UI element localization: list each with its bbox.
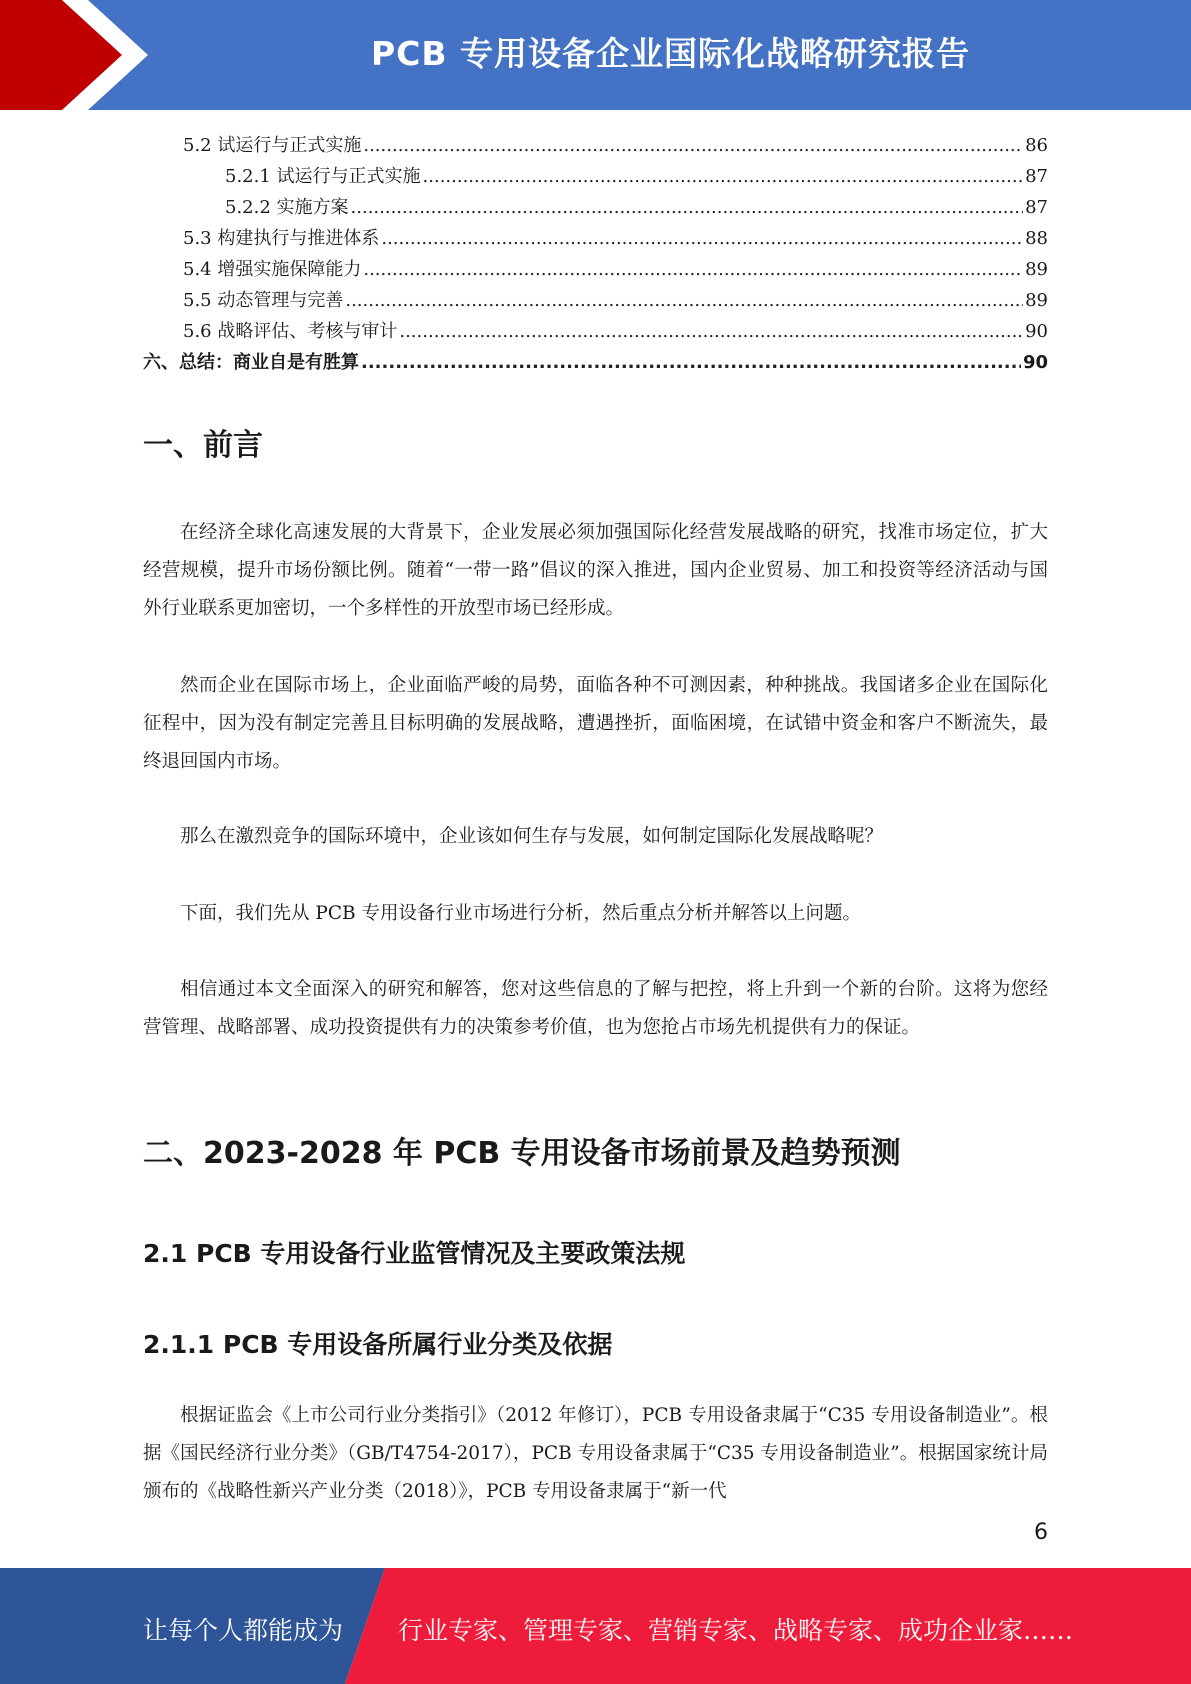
page-footer <box>0 1568 1191 1684</box>
toc-entry[interactable] <box>143 192 1048 223</box>
section-heading-preface: 一、前言 <box>143 428 263 463</box>
toc-entry[interactable] <box>143 316 1048 347</box>
toc-leader-dots <box>399 316 1023 347</box>
footer-slogan-right: 行业专家、管理专家、营销专家、战略专家、成功企业家…… <box>398 1616 1074 1645</box>
paragraph: 在经济全球化高速发展的大背景下，企业发展必须加强国际化经营发展战略的研究，找准市场定位，扩大经营规模，提升市场份额比例。随着“一带一路”倡议的深入推进，国内企业贸易、加工和投资等经济活动与国外行业联系更加密切，一个多样性的开放型市场已经形成。 <box>143 522 1048 619</box>
header-title: PCB 专用设备企业国际化战略研究报告 <box>370 34 971 73</box>
toc-entry[interactable] <box>143 223 1048 254</box>
toc-entry[interactable] <box>143 130 1048 161</box>
toc-entry-page: 87 <box>1025 166 1048 187</box>
paragraph: 然而企业在国际市场上，企业面临严峻的局势，面临各种不可测因素，种种挑战。我国诸多企业在国际化征程中，因为没有制定完善且目标明确的发展战略，遭遇挫折，面临困境，在试错中资金和客户不断流失，最终退回国内市场。 <box>143 675 1048 772</box>
toc-entry-page: 89 <box>1025 290 1048 311</box>
toc-entry[interactable] <box>143 254 1048 285</box>
toc-entry-page: 87 <box>1025 197 1048 218</box>
toc-entry-label: 5.3 构建执行与推进体系 <box>183 228 380 249</box>
paragraph: 根据证监会《上市公司行业分类指引》（2012 年修订），PCB 专用设备隶属于“C35 专用设备制造业”。根据《国民经济行业分类》（GB/T4754-2017），PCB 专用设备隶属于“C35 专用设备制造业”。根据国家统计局颁布的《战略性新兴产业分类（2018）》，PCB 专用设备隶属于“新一代 <box>143 1405 1048 1502</box>
chapter-heading: 二、2023-2028 年 PCB 专用设备市场前景及趋势预测 <box>143 1136 901 1171</box>
toc-entry-page: 90 <box>1025 321 1048 342</box>
toc-entry-label: 5.6 战略评估、考核与审计 <box>183 321 398 342</box>
toc-entry-page: 88 <box>1025 228 1048 249</box>
paragraph: 那么在激烈竞争的国际环境中，企业该如何生存与发展，如何制定国际化发展战略呢？ <box>180 826 884 847</box>
footer-slogan-left: 让每个人都能成为 <box>143 1616 344 1645</box>
page-header <box>0 0 1191 110</box>
toc-leader-dots <box>363 130 1023 161</box>
paragraph: 下面，我们先从 PCB 专用设备行业市场进行分析，然后重点分析并解答以上问题。 <box>180 903 861 924</box>
toc-leader-dots <box>363 254 1023 285</box>
toc-entry-label: 5.4 增强实施保障能力 <box>183 259 362 280</box>
toc-leader-dots <box>423 161 1024 192</box>
toc-leader-dots <box>361 347 1021 378</box>
toc-entry-page: 86 <box>1025 135 1048 156</box>
section-heading: 2.1 PCB 专用设备行业监管情况及主要政策法规 <box>143 1239 686 1268</box>
toc-leader-dots <box>351 192 1024 223</box>
toc-entry-label: 5.2.1 试运行与正式实施 <box>225 166 421 187</box>
subsection-heading: 2.1.1 PCB 专用设备所属行业分类及依据 <box>143 1330 613 1359</box>
toc-leader-dots <box>345 285 1023 316</box>
toc-entry[interactable] <box>143 161 1048 192</box>
table-of-contents <box>143 130 1048 378</box>
toc-entry[interactable] <box>143 285 1048 316</box>
toc-entry-label: 5.2.2 实施方案 <box>225 197 349 218</box>
toc-entry[interactable] <box>143 347 1048 378</box>
toc-leader-dots <box>381 223 1023 254</box>
toc-entry-page: 90 <box>1022 352 1048 373</box>
toc-entry-page: 89 <box>1025 259 1048 280</box>
toc-entry-label: 5.2 试运行与正式实施 <box>183 135 362 156</box>
toc-entry-label: 5.5 动态管理与完善 <box>183 290 344 311</box>
page-number: 6 <box>1034 1520 1048 1545</box>
paragraph: 相信通过本文全面深入的研究和解答，您对这些信息的了解与把控，将上升到一个新的台阶。这将为您经营管理、战略部署、成功投资提供有力的决策参考价值，也为您抢占市场先机提供有力的保证。 <box>143 979 1048 1038</box>
toc-entry-label: 六、总结：商业自是有胜算 <box>143 352 359 373</box>
